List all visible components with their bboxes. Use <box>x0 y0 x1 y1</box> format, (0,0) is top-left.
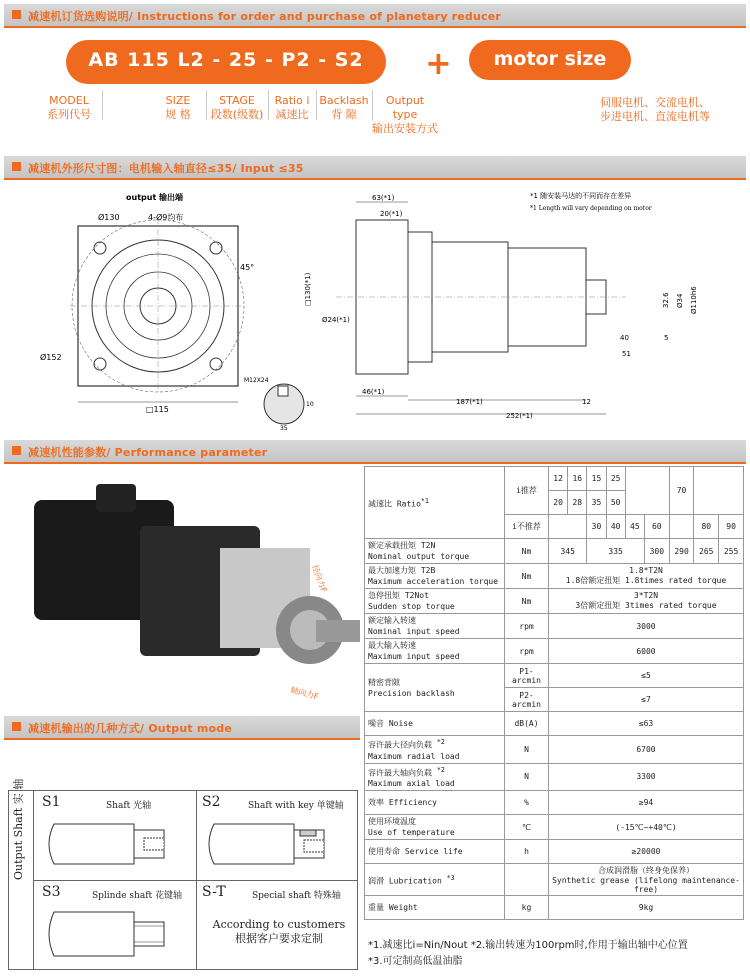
st-title: Special shaft 特殊轴 <box>252 891 341 901</box>
dim130: □130(*1) <box>304 272 312 306</box>
rec-label: i推荐 <box>505 467 549 515</box>
order-section-header <box>4 4 746 28</box>
section-title: 减速机输出的几种方式/ Output mode <box>28 722 233 735</box>
label-size: SIZE 规 格 <box>165 94 191 121</box>
table-row: 噪音 Noise dB(A) ≤63 <box>365 712 744 736</box>
arrow-axial-label: 轴向力F <box>289 685 320 702</box>
label-stage: STAGE 段数(级数) <box>210 94 264 121</box>
dim63: 63(*1) <box>372 194 395 202</box>
order-code-pill: AB 115 L2 - 25 - P2 - S2 <box>66 40 386 84</box>
table-row: 使用环境温度 Use of temperature ℃ (-15℃~+40℃) <box>365 815 744 840</box>
arrow-radial-label: 径向力F <box>310 563 329 594</box>
notrec-label: i不推荐 <box>505 515 549 539</box>
angle-label: 45° <box>240 263 255 272</box>
dimension-section-header <box>4 156 746 180</box>
s2-tag: S2 <box>202 794 221 810</box>
d10-label: 10 <box>306 401 314 408</box>
s2-title: Shaft with key 单键轴 <box>248 801 344 811</box>
s1-title: Shaft 光轴 <box>106 801 152 811</box>
dim5: 5 <box>664 334 669 342</box>
dim110: Ø110h6 <box>690 286 698 314</box>
s1-tag: S1 <box>42 794 61 810</box>
plus-icon: + <box>425 44 452 82</box>
label-output-type: Output type 输出安装方式 <box>372 94 438 135</box>
section-title: 减速机订货选购说明/ Instructions for order and purchase of planetary reducer <box>28 10 502 23</box>
table-row: 重量 Weight kg 9kg <box>365 896 744 920</box>
holes-label: 4-Ø9均布 <box>148 213 184 222</box>
dim187: 187(*1) <box>456 398 483 406</box>
d130-label: Ø130 <box>98 213 120 222</box>
performance-table: 减速比 Ratio$^{*1}$ i推荐 12 16 15 25 70 20 28 35 50 i不推荐 30 40 45 60 80 90 额定承载扭矩 T2N Nominal output torque Nm 345 335 300 290 265 255 最大加速力矩 T2B Maximum acceleration torque Nm 1.8*T2N 1.8倍额定扭矩 1.8times rated torque 急停扭矩 T2Not Sudden stop torque Nm 3*T2N 3倍额定扭矩 3times rated torque 额定输入转速 Nominal input speed rpm 3000 最大输入转速 Maximum input speed rpm 6000 精密背隙 Precision backlash P1-arcmin ≤5 P2-arcmin ≤7 噪音 Noise dB(A) ≤63 容许最大径向负载 $^{*2}$ Maximum radial load N 6700 容许最大轴向负载 $^{*2}$ Maximum axial load N 3300 效率 Efficiency % ≥94 使用环境温度 Use of temperature ℃ (-15℃~+40℃) 使用寿命 Service life h ≥20000 润滑 Lubrication $^{*3}$ 合成润滑脂（终身免保养） Synthetic grease (lifelong maintenance-free) 重量 Weight kg 9kg <box>364 466 744 920</box>
note1-cn: *1 随安装马达的不同而存在差异 <box>530 192 632 200</box>
dim12: 12 <box>582 398 591 406</box>
table-row: P2-arcmin ≤7 <box>365 688 744 712</box>
output-shaft-vertical-label: Output Shaft 实 轴 <box>8 790 34 970</box>
motor-note: 伺服电机、交流电机、 步进电机、直流电机等 <box>600 96 710 123</box>
section-title: 减速机性能参数/ Performance parameter <box>28 446 268 459</box>
dim24: Ø24(*1) <box>322 316 350 324</box>
table-row: 额定承载扭矩 T2N Nominal output torque Nm 345 335 300 290 265 255 <box>365 539 744 564</box>
s1-shaft-drawing <box>44 814 184 874</box>
st-tag: S-T <box>202 884 226 900</box>
table-row: 额定输入转速 Nominal input speed rpm 3000 <box>365 614 744 639</box>
s2-shaft-drawing <box>204 814 344 874</box>
dim46: 46(*1) <box>362 388 385 396</box>
table-notes: *1.减速比i=Nin/Nout *2.输出转速为100rpm时,作用于输出轴中心位置 *3.可定制高低温油脂 <box>368 940 688 967</box>
custom-note: According to customers 根据客户要求定制 <box>212 918 346 945</box>
output-label: output 输出端 <box>126 193 184 202</box>
d152-label: Ø152 <box>40 353 62 362</box>
dim51: 51 <box>622 350 631 358</box>
d35-label: 35 <box>280 425 288 432</box>
key-label: M12X24 <box>244 377 269 384</box>
dim20: 20(*1) <box>380 210 403 218</box>
dim40: 40 <box>620 334 629 342</box>
table-row: 容许最大径向负载 $^{*2}$ Maximum radial load N 6700 <box>365 736 744 764</box>
section-marker-icon <box>12 162 21 171</box>
s3-title: Splinde shaft 花键轴 <box>92 891 183 901</box>
table-row: 急停扭矩 T2Not Sudden stop torque Nm 3*T2N 3倍额定扭矩 3times rated torque <box>365 589 744 614</box>
dim252: 252(*1) <box>506 412 533 420</box>
output-mode-section-header <box>4 716 360 740</box>
s3-shaft-drawing <box>44 904 184 964</box>
label-backlash: Backlash 背 隙 <box>319 94 369 121</box>
product-photo <box>20 470 360 710</box>
motor-size-pill: motor size <box>469 40 631 80</box>
section-marker-icon <box>12 10 21 19</box>
dim32: 32.6 <box>662 292 670 308</box>
divider <box>102 90 103 120</box>
section-marker-icon <box>12 446 21 455</box>
section-marker-icon <box>12 722 21 731</box>
front-view-drawing <box>40 190 260 430</box>
label-ratio: Ratio i 减速比 <box>274 94 310 121</box>
table-row: 使用寿命 Service life h ≥20000 <box>365 840 744 864</box>
table-row: 润滑 Lubrication $^{*3}$ 合成润滑脂（终身免保养） Synthetic grease (lifelong maintenance-free) <box>365 864 744 896</box>
ratio-label: 减速比 Ratio$^{*1}$ <box>365 467 505 539</box>
performance-section-header <box>4 440 746 464</box>
table-row: 容许最大轴向负载 $^{*2}$ Maximum axial load N 3300 <box>365 763 744 791</box>
side-view-drawing <box>296 186 750 426</box>
note1-en: *1 Length will vary depending on motor <box>530 205 652 212</box>
dim34: Ø34 <box>676 293 684 308</box>
label-model: MODEL 系列代号 <box>47 94 91 121</box>
s3-tag: S3 <box>42 884 61 900</box>
table-row: 效率 Efficiency % ≥94 <box>365 791 744 815</box>
sq115-label: □115 <box>146 405 169 414</box>
section-title: 减速机外形尺寸图：电机输入轴直径≤35/ Input ≤35 <box>28 162 304 175</box>
table-row: 精密背隙 Precision backlash P1-arcmin ≤5 <box>365 664 744 688</box>
table-row: 最大加速力矩 T2B Maximum acceleration torque Nm 1.8*T2N 1.8倍额定扭矩 1.8times rated torque <box>365 564 744 589</box>
table-row: 最大输入转速 Maximum input speed rpm 6000 <box>365 639 744 664</box>
